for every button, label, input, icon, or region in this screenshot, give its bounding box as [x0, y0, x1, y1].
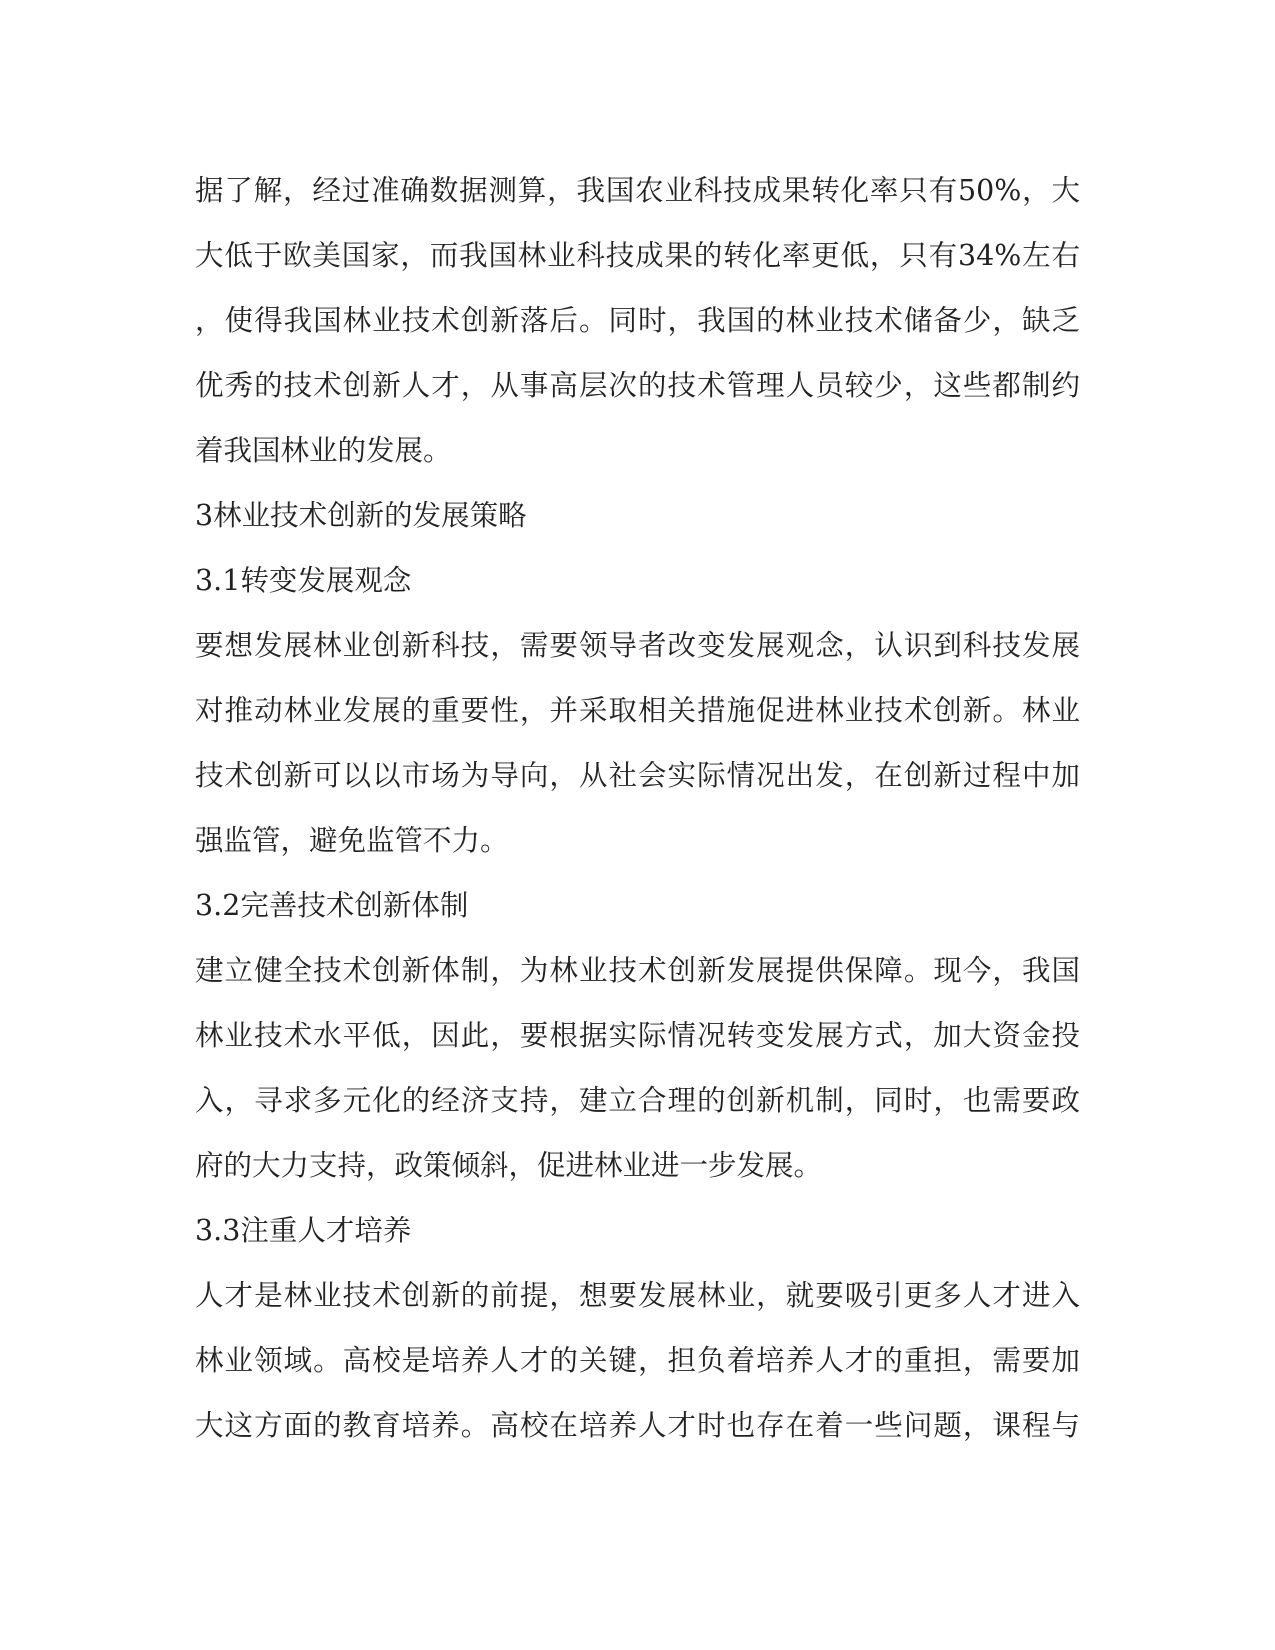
paragraph-line: 强监管，避免监管不力。 — [195, 824, 509, 857]
paragraph-line: 入，寻求多元化的经济支持，建立合理的创新机制，同时，也需要政 — [195, 1084, 1080, 1117]
paragraph-line: 着我国林业的发展。 — [195, 434, 452, 467]
paragraph-line: ，使得我国林业技术创新落后。同时，我国的林业技术储备少，缺乏 — [195, 304, 1080, 337]
paragraph-line: 府的大力支持，政策倾斜，促进林业进一步发展。 — [195, 1149, 823, 1182]
paragraph-line: 林业领域。高校是培养人才的关键，担负着培养人才的重担，需要加 — [195, 1344, 1080, 1377]
subsection-heading: 3.3注重人才培养 — [195, 1214, 412, 1247]
paragraph-line: 大这方面的教育培养。高校在培养人才时也存在着一些问题，课程与 — [195, 1409, 1080, 1442]
subsection-heading: 3.1转变发展观念 — [195, 564, 412, 597]
paragraph-line: 林业技术水平低，因此，要根据实际情况转变发展方式，加大资金投 — [195, 1019, 1080, 1052]
paragraph-line: 大低于欧美国家，而我国林业科技成果的转化率更低，只有34%左右 — [195, 239, 1080, 272]
subsection-heading: 3.2完善技术创新体制 — [195, 889, 469, 922]
paragraph-line: 对推动林业发展的重要性，并采取相关措施促进林业技术创新。林业 — [195, 694, 1080, 727]
paragraph-line: 建立健全技术创新体制，为林业技术创新发展提供保障。现今，我国 — [195, 954, 1080, 987]
paragraph-line: 优秀的技术创新人才，从事高层次的技术管理人员较少，这些都制约 — [195, 369, 1080, 402]
paragraph-line: 人才是林业技术创新的前提，想要发展林业，就要吸引更多人才进入 — [195, 1279, 1080, 1312]
paragraph-line: 据了解，经过准确数据测算，我国农业科技成果转化率只有50%，大 — [195, 174, 1080, 207]
paragraph-line: 要想发展林业创新科技，需要领导者改变发展观念，认识到科技发展 — [195, 629, 1080, 662]
section-heading: 3林业技术创新的发展策略 — [195, 499, 527, 532]
paragraph-line: 技术创新可以以市场为导向，从社会实际情况出发，在创新过程中加 — [195, 759, 1080, 792]
document-body — [195, 158, 1080, 1458]
